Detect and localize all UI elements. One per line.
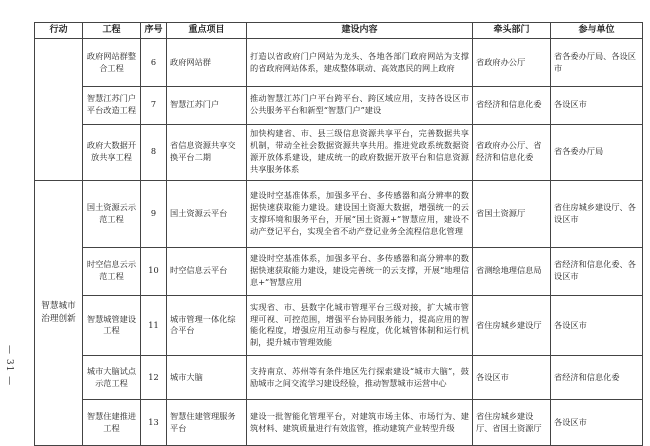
- lead-cell: 各设区市: [473, 356, 551, 400]
- project-cell: 国土资源云示范工程: [83, 180, 141, 247]
- partners-cell: 各设区市: [551, 400, 643, 446]
- content-cell: 实现省、市、县数字化城市管理平台三级对接，扩大城市管理可视、可控范围，增强平台协同服务能力，提高应用的智能化程度，增强应用互动参与程度，优化城管体制和运行机制，提升城市管理效能: [247, 295, 473, 356]
- action-group-cell: 智慧城市治理创新: [35, 180, 83, 445]
- page-number: — 31 —: [4, 345, 14, 387]
- header-partners: 参与单位: [551, 23, 643, 39]
- table-row: [35, 400, 643, 446]
- num-cell: 9: [141, 180, 167, 247]
- table-row: [35, 180, 643, 247]
- header-num: 序号: [141, 23, 167, 39]
- lead-cell: 省国土资源厅: [473, 180, 551, 247]
- partners-cell: 省经济和信息化委: [551, 356, 643, 400]
- partners-cell: 各设区市: [551, 295, 643, 356]
- key-project-cell: 政府网站群: [167, 39, 247, 87]
- lead-cell: 省住房城乡建设厅: [473, 295, 551, 356]
- key-project-cell: 时空信息云平台: [167, 247, 247, 295]
- num-cell: 10: [141, 247, 167, 295]
- project-cell: 智慧城管建设工程: [83, 295, 141, 356]
- project-cell: 政府网站群整合工程: [83, 39, 141, 87]
- content-cell: 支持南京、苏州等有条件地区先行探索建设“城市大脑”，鼓励城市之间交流学习建设经验，推动智慧城市运营中心: [247, 356, 473, 400]
- content-cell: 加快构建省、市、县三级信息资源共享平台，完善数据共享机制，带动全社会数据资源共享共用。推进党政系统数据资源开放体系建设，建成统一的政府数据开放平台和信息资源共享服务体系: [247, 124, 473, 180]
- num-cell: 8: [141, 124, 167, 180]
- lead-cell: 省政府办公厅、省经济和信息化委: [473, 124, 551, 180]
- project-cell: 政府大数据开放共享工程: [83, 124, 141, 180]
- num-cell: 7: [141, 87, 167, 125]
- content-cell: 建设时空基准体系，加强多平台、多传感器和高分辨率的数据快速获取能力建设。建设国土资源大数据，增强统一的云支撑环境和服务平台，开展“国土资源+”智慧应用，建设不动产登记平台，实现全省不动产登记业务全流程信息化管理: [247, 180, 473, 247]
- key-project-cell: 智慧江苏门户: [167, 87, 247, 125]
- num-cell: 11: [141, 295, 167, 356]
- header-lead: 牵头部门: [473, 23, 551, 39]
- lead-cell: 省政府办公厅: [473, 39, 551, 87]
- project-cell: 智慧住建推进工程: [83, 400, 141, 446]
- action-cell-empty: [35, 39, 83, 181]
- header-action: 行动: [35, 23, 83, 39]
- lead-cell: 省住房城乡建设厅、省国土资源厅: [473, 400, 551, 446]
- key-project-cell: 国土资源云平台: [167, 180, 247, 247]
- table-row: [35, 39, 643, 87]
- partners-cell: 省各委办厅局、各设区市: [551, 39, 643, 87]
- lead-cell: 省测绘地理信息局: [473, 247, 551, 295]
- key-project-cell: 智慧住建管理服务平台: [167, 400, 247, 446]
- table-row: [35, 356, 643, 400]
- table-row: [35, 295, 643, 356]
- partners-cell: 省住房城乡建设厅、各设区市: [551, 180, 643, 247]
- content-cell: 建设时空基准体系，加强多平台、多传感器和高分辨率的数据快速获取能力建设，建设完善统一的云支撑，开展“地理信息+”智慧应用: [247, 247, 473, 295]
- content-cell: 打造以省政府门户网站为龙头、各地各部门政府网站为支撑的省政府网站体系，建成整体联动、高效惠民的网上政府: [247, 39, 473, 87]
- project-cell: 智慧江苏门户平台改造工程: [83, 87, 141, 125]
- key-project-cell: 省信息资源共享交换平台二期: [167, 124, 247, 180]
- content-cell: 推动智慧江苏门户平台跨平台、跨区域应用，支持各设区市公共服务平台和新型“智慧门户”建设: [247, 87, 473, 125]
- num-cell: 13: [141, 400, 167, 446]
- partners-cell: 各设区市: [551, 87, 643, 125]
- partners-cell: 省各委办厅局: [551, 124, 643, 180]
- header-key-project: 重点项目: [167, 23, 247, 39]
- project-cell: 时空信息云示范工程: [83, 247, 141, 295]
- table-row: [35, 124, 643, 180]
- content-cell: 建设一批智能化管理平台，对建筑市场主体、市场行为、建筑材料、建筑质量进行有效监管，推动建筑产业转型升级: [247, 400, 473, 446]
- num-cell: 12: [141, 356, 167, 400]
- project-cell: 城市大脑试点示范工程: [83, 356, 141, 400]
- num-cell: 6: [141, 39, 167, 87]
- header-project: 工程: [83, 23, 141, 39]
- key-project-cell: 城市管理一体化综合平台: [167, 295, 247, 356]
- table-row: [35, 87, 643, 125]
- header-content: 建设内容: [247, 23, 473, 39]
- partners-cell: 省经济和信息化委、各设区市: [551, 247, 643, 295]
- table-row: [35, 247, 643, 295]
- key-project-cell: 城市大脑: [167, 356, 247, 400]
- lead-cell: 省经济和信息化委: [473, 87, 551, 125]
- table-header-row: [35, 23, 643, 39]
- projects-table: [34, 22, 643, 446]
